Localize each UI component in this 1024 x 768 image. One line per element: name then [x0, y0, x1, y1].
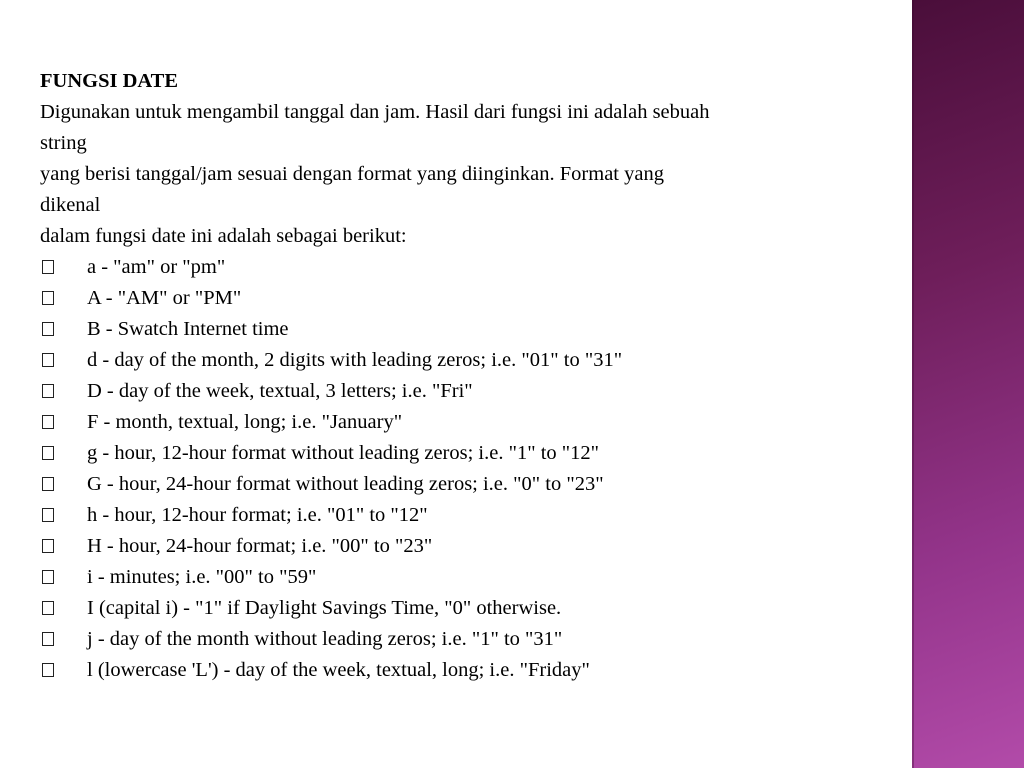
- format-list: [40, 252, 890, 686]
- list-item: [40, 531, 890, 562]
- list-item: [40, 283, 890, 314]
- missing-glyph-icon: [42, 632, 54, 646]
- list-item: [40, 469, 890, 500]
- list-item: [40, 655, 890, 686]
- missing-glyph-icon: [42, 260, 54, 274]
- list-item-text: i - minutes; i.e. "00" to "59": [87, 566, 317, 588]
- missing-glyph-icon: [42, 477, 54, 491]
- list-item: [40, 314, 890, 345]
- slide-content: [40, 66, 890, 686]
- list-item-text: a - "am" or "pm": [87, 256, 226, 278]
- list-item: [40, 624, 890, 655]
- list-item-text: I (capital i) - "1" if Daylight Savings Time, "0" otherwise.: [87, 597, 562, 619]
- list-item-text: B - Swatch Internet time: [87, 318, 289, 340]
- missing-glyph-icon: [42, 570, 54, 584]
- list-item-text: g - hour, 12-hour format without leading zeros; i.e. "1" to "12": [87, 442, 600, 464]
- missing-glyph-icon: [42, 539, 54, 553]
- intro-line: string: [40, 132, 87, 154]
- list-item-text: G - hour, 24-hour format without leading zeros; i.e. "0" to "23": [87, 473, 604, 495]
- decorative-side-band: [912, 0, 1024, 768]
- side-band-edge: [912, 0, 914, 768]
- list-item: [40, 376, 890, 407]
- intro-line: dalam fungsi date ini adalah sebagai berikut:: [40, 225, 407, 247]
- list-item-text: H - hour, 24-hour format; i.e. "00" to "23": [87, 535, 433, 557]
- list-item-text: j - day of the month without leading zeros; i.e. "1" to "31": [87, 628, 563, 650]
- list-item-text: F - month, textual, long; i.e. "January": [87, 411, 403, 433]
- list-item: [40, 407, 890, 438]
- missing-glyph-icon: [42, 291, 54, 305]
- intro-line: Digunakan untuk mengambil tanggal dan jam. Hasil dari fungsi ini adalah sebuah: [40, 101, 710, 123]
- list-item-text: A - "AM" or "PM": [87, 287, 242, 309]
- intro-line: dikenal: [40, 194, 101, 216]
- missing-glyph-icon: [42, 663, 54, 677]
- list-item-text: D - day of the week, textual, 3 letters; i.e. "Fri": [87, 380, 473, 402]
- list-item-text: d - day of the month, 2 digits with leading zeros; i.e. "01" to "31": [87, 349, 623, 371]
- missing-glyph-icon: [42, 322, 54, 336]
- intro-line: yang berisi tanggal/jam sesuai dengan format yang diinginkan. Format yang: [40, 163, 664, 185]
- missing-glyph-icon: [42, 415, 54, 429]
- missing-glyph-icon: [42, 508, 54, 522]
- missing-glyph-icon: [42, 601, 54, 615]
- list-item: [40, 438, 890, 469]
- list-item: [40, 593, 890, 624]
- list-item: [40, 500, 890, 531]
- missing-glyph-icon: [42, 353, 54, 367]
- slide-title: FUNGSI DATE: [40, 70, 179, 92]
- list-item: [40, 252, 890, 283]
- missing-glyph-icon: [42, 446, 54, 460]
- list-item-text: h - hour, 12-hour format; i.e. "01" to "12": [87, 504, 428, 526]
- list-item: [40, 345, 890, 376]
- missing-glyph-icon: [42, 384, 54, 398]
- list-item: [40, 562, 890, 593]
- list-item-text: l (lowercase 'L') - day of the week, textual, long; i.e. "Friday": [87, 659, 590, 681]
